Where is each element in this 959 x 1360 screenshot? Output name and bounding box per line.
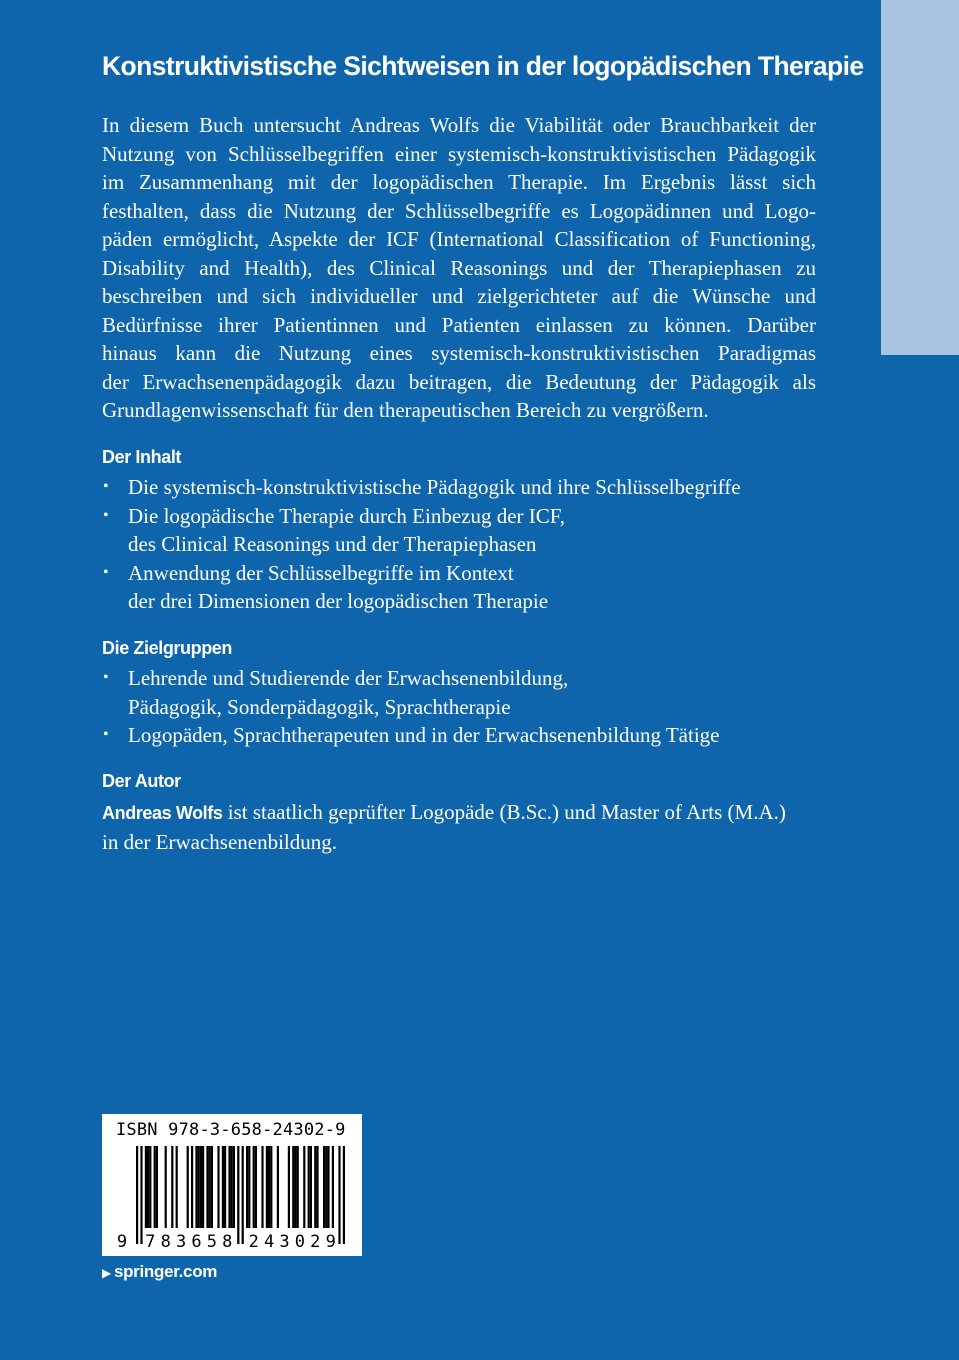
- barcode-digit: 2: [310, 1232, 321, 1250]
- bullet-icon: •: [103, 506, 109, 524]
- barcode-bar: [325, 1146, 327, 1228]
- list-item-line: Pädagogik, Sonderpädagogik, Sprachtherapie: [128, 694, 511, 719]
- barcode-bar: [222, 1146, 224, 1228]
- barcode-bar: [253, 1146, 255, 1228]
- barcode-bar: [136, 1146, 138, 1244]
- barcode-bar: [198, 1146, 200, 1228]
- barcode-bar: [149, 1146, 151, 1228]
- barcode-digit: 7: [145, 1232, 156, 1250]
- isbn-barcode: [102, 1114, 362, 1256]
- barcode-digit: 4: [263, 1232, 275, 1250]
- barcode-digit: 3: [175, 1232, 187, 1250]
- list-item-line: Lehrende und Studierende der Erwachsenenbildung,: [128, 666, 569, 690]
- heading-zielgruppen: Die Zielgruppen: [102, 638, 233, 658]
- barcode-bar: [187, 1146, 189, 1228]
- blurb-line: Disability and Health), des Clinical Reasonings und der Therapiephasen zu: [102, 255, 816, 280]
- barcode-digit: 5: [206, 1232, 218, 1250]
- list-item-line: des Clinical Reasonings und der Therapiephasen: [128, 532, 537, 556]
- barcode-bar: [308, 1146, 310, 1228]
- barcode-bar: [316, 1146, 318, 1228]
- barcode-digit: 2: [248, 1232, 259, 1250]
- barcode-bar: [156, 1146, 158, 1228]
- barcode-bar: [200, 1146, 202, 1228]
- heading-autor: Der Autor: [102, 771, 181, 791]
- barcode-graphic: [112, 1146, 352, 1250]
- barcode-bar: [140, 1146, 142, 1244]
- barcode-bar: [297, 1146, 299, 1228]
- author-name: Andreas Wolfs: [102, 803, 223, 823]
- barcode-bar: [343, 1146, 345, 1244]
- list-item-line: Logopäden, Sprachtherapeuten und in der Erwachsenenbildung Tätige: [128, 723, 720, 747]
- barcode-digit: 8: [222, 1232, 233, 1250]
- barcode-bar: [246, 1146, 248, 1228]
- barcode-digit: 6: [191, 1232, 202, 1250]
- barcode-bar: [292, 1146, 294, 1228]
- barcode-bar: [202, 1146, 204, 1228]
- springer-link-text: springer.com: [113, 1262, 218, 1281]
- barcode-bar: [171, 1146, 173, 1228]
- barcode-bar: [266, 1146, 268, 1228]
- barcode-bar: [154, 1146, 156, 1228]
- list-item: [102, 473, 822, 502]
- bullet-icon: •: [103, 563, 109, 581]
- list-item-line: der drei Dimensionen der logopädischen Therapie: [128, 589, 549, 613]
- barcode-digit: 9: [325, 1232, 336, 1250]
- blurb-line: festhalten, dass die Nutzung der Schlüsselbegriffe es Logopädinnen und Logo-: [102, 198, 816, 223]
- barcode-bar: [237, 1146, 239, 1244]
- barcode-digit: 9: [116, 1232, 128, 1250]
- barcode-bar: [228, 1146, 230, 1228]
- list-item-line: Die systemisch-konstruktivistische Pädagogik und ihre Schlüsselbegriffe: [128, 475, 741, 499]
- barcode-bar: [323, 1146, 325, 1228]
- inhalt-list: [102, 473, 822, 616]
- barcode-bar: [217, 1146, 219, 1228]
- barcode-bar: [327, 1146, 329, 1228]
- barcode-bar: [195, 1146, 197, 1228]
- barcode-bar: [288, 1146, 290, 1228]
- book-title: Konstruktivistische Sichtweisen in der logopädischen Therapie: [102, 51, 864, 81]
- barcode-bar: [270, 1146, 272, 1228]
- barcode-digit: 8: [160, 1232, 171, 1250]
- barcode-bar: [242, 1146, 244, 1244]
- side-color-strip: [881, 0, 959, 355]
- bullet-icon: •: [103, 726, 109, 743]
- blurb-line: Bedürfnisse ihrer Patientinnen und Patienten einlassen zu können. Darüber: [102, 312, 816, 337]
- blurb-paragraph: [102, 111, 816, 425]
- barcode-bar: [248, 1146, 250, 1228]
- list-item: [102, 502, 822, 559]
- blurb-line: In diesem Buch untersucht Andreas Wolfs die Viabilität oder Brauchbarkeit der: [102, 113, 816, 137]
- zielgruppen-list: [102, 664, 822, 750]
- triangle-right-icon: ▶: [102, 1266, 111, 1280]
- barcode-bar: [310, 1146, 312, 1228]
- barcode-bar: [268, 1146, 270, 1228]
- author-bio-line-1: ist staatlich geprüfter Logopäde (B.Sc.) und Master of Arts (M.A.): [222, 800, 786, 824]
- barcode-bar: [145, 1146, 147, 1228]
- heading-inhalt: Der Inhalt: [102, 447, 182, 467]
- barcode-digit: 3: [279, 1232, 290, 1250]
- list-item: [102, 664, 822, 721]
- blurb-line: päden ermöglicht, Aspekte der ICF (International Classification of Functioning,: [102, 227, 816, 251]
- barcode-bar: [231, 1146, 233, 1228]
- bullet-icon: •: [103, 478, 109, 495]
- blurb-line: im Zusammenhang mit der logopädischen Therapie. Im Ergebnis lässt sich: [102, 170, 816, 194]
- list-item-line: Anwendung der Schlüsselbegriffe im Kontext: [128, 560, 514, 585]
- barcode-bar: [176, 1146, 178, 1228]
- barcode-digit: 0: [294, 1232, 306, 1250]
- barcode-bar: [211, 1146, 213, 1228]
- list-item-line: Die logopädische Therapie durch Einbezug der ICF,: [128, 503, 566, 528]
- barcode-bar: [255, 1146, 257, 1228]
- barcode-bar: [261, 1146, 263, 1228]
- barcode-bar: [314, 1146, 316, 1228]
- barcode-bar: [303, 1146, 305, 1228]
- barcode-bar: [191, 1146, 193, 1228]
- barcode-bar: [277, 1146, 279, 1228]
- barcode-bar: [206, 1146, 208, 1228]
- author-bio: [102, 798, 822, 856]
- blurb-line: der Erwachsenenpädagogik dazu beitragen, die Bedeutung der Pädagogik als: [102, 369, 816, 394]
- list-item: [102, 559, 822, 616]
- barcode-bar: [338, 1146, 340, 1244]
- author-bio-line-2: in der Erwachsenenbildung.: [102, 829, 338, 854]
- blurb-line: beschreiben und sich individueller und zielgerichteter auf die Wünsche und: [102, 284, 816, 308]
- barcode-bar: [332, 1146, 334, 1228]
- list-item: [102, 721, 822, 750]
- blurb-line: Grundlagenwissenschaft für den therapeutischen Bereich zu vergrößern.: [102, 398, 709, 422]
- blurb-line: hinaus kann die Nutzung eines systemisch-konstruktivistischen Paradigmas: [102, 341, 816, 365]
- barcode-bar: [294, 1146, 296, 1228]
- bullet-icon: •: [103, 669, 109, 686]
- springer-link[interactable]: [102, 1262, 217, 1282]
- barcode-bar: [147, 1146, 149, 1228]
- barcode-bar: [233, 1146, 235, 1228]
- isbn-label: ISBN 978-3-658-24302-9: [116, 1120, 346, 1140]
- barcode-bar: [165, 1146, 167, 1228]
- barcode-bar: [224, 1146, 226, 1228]
- barcode-bar: [209, 1146, 211, 1228]
- blurb-line: Nutzung von Schlüsselbegriffen einer systemisch-konstruktivistischen Pädagogik: [102, 141, 816, 166]
